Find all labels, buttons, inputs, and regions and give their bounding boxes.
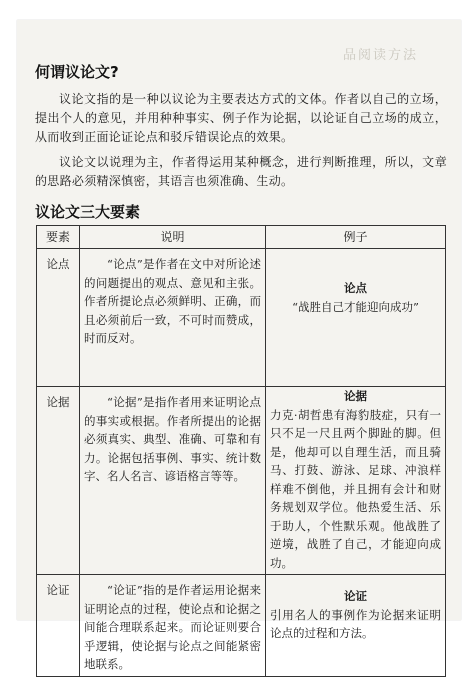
example-text: 引用名人的事例作为论据来证明论点的过程和方法。	[270, 607, 441, 640]
bleed-through-text: 品阅读方法	[343, 48, 419, 63]
table-header-row	[37, 226, 446, 249]
header-example: 例子	[266, 226, 446, 249]
intro-paragraph-1: 议论文指的是一种以议论为主要表达方式的文体。作者以自己的立场，提出个人的意见，并用种种事实、例子作为论据，以论证自己立场的成立，从而收到正面论证论点和驳斥错误论点的效果。	[35, 92, 447, 144]
example-text: “战胜自己才能迎向成功”	[292, 299, 419, 314]
example-title: 论据	[344, 389, 367, 403]
example-cell	[266, 387, 446, 575]
section-title-three-elements: 议论文三大要素	[35, 203, 141, 221]
example-cell	[266, 575, 446, 677]
example-title: 论证	[344, 589, 367, 603]
table-row	[37, 249, 446, 387]
element-cell: 论证	[37, 575, 80, 677]
header-explanation: 说明	[80, 226, 266, 249]
intro-paragraph-2: 议论文以说理为主，作者得运用某种概念，进行判断推理，所以，文章的思路必须精深慎密，其语言也须准确、生动。	[35, 155, 447, 188]
explanation-cell: “论点”是作者在文中对所论述的问题提出的观点、意见和主张。作者所提论点必须鲜明、正确，而且必须前后一致，不可时而赞成，时而反对。	[80, 249, 266, 387]
example-cell	[266, 249, 446, 387]
table-row	[37, 387, 446, 575]
book-page	[17, 20, 461, 671]
explanation-cell: “论证”指的是作者运用论据来证明论点的过程，使论点和论据之间能合理联系起来。而论证则要合乎逻辑，使论据与论点之间能紧密地联系。	[80, 575, 266, 677]
element-cell: 论据	[37, 387, 80, 575]
example-text: 力克·胡哲患有海豹肢症，只有一只不足一尺且两个脚趾的脚。但是，他却可以自理生活，而且骑马、打鼓、游泳、足球、冲浪样样难不倒他，并且拥有会计和财务规划双学位。他热爱生活、乐于助人，个性默乐观。他战胜了逆境，战胜了自己，才能迎向成功。	[270, 407, 441, 570]
section-title-what-is-argumentative-essay: 何谓议论文?	[35, 63, 119, 81]
explanation-cell: “论据”是指作者用来证明论点的事实或根据。作者所提出的论据必须真实、典型、准确、可靠和有力。论据包括事例、事实、统计数字、名人名言、谚语格言等等。	[80, 387, 266, 575]
header-element: 要素	[37, 226, 80, 249]
example-title: 论点	[344, 281, 367, 295]
elements-table	[36, 225, 446, 677]
table-row	[37, 575, 446, 677]
element-cell: 论点	[37, 249, 80, 387]
